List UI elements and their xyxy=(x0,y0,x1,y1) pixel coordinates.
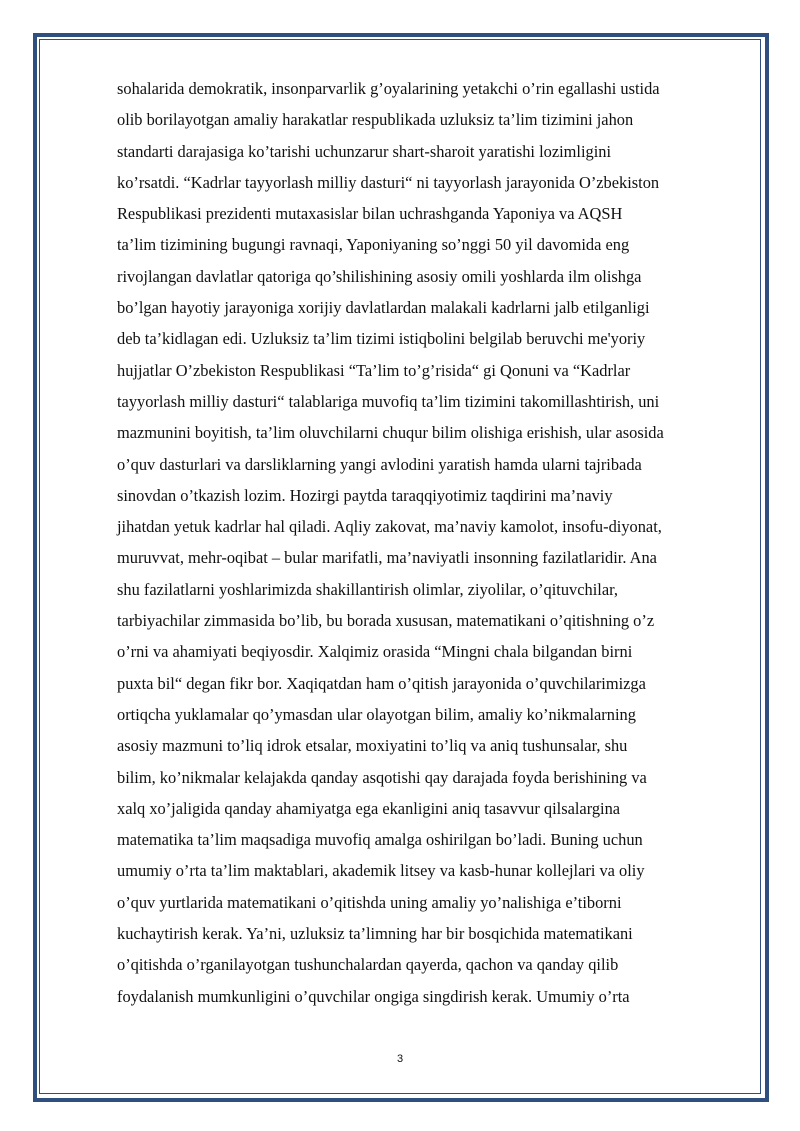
text-line: matematika ta’lim maqsadiga muvofiq amalga oshirilgan bo’ladi. Buning uchun xyxy=(117,830,643,850)
text-line: hujjatlar O’zbekiston Respublikasi “Ta’lim to’g’risida“ gi Qonuni va “Kadrlar xyxy=(117,360,631,380)
text-line: o’qitishda o’rganilayotgan tushunchalardan qayerda, qachon va qanday qilib xyxy=(117,955,619,975)
text-line: sinovdan o’tkazish lozim. Hozirgi paytda taraqqiyotimiz taqdirini ma’naviy xyxy=(117,485,613,505)
text-line: deb ta’kidlagan edi. Uzluksiz ta’lim tizimi istiqbolini belgilab beruvchi me'yoriy xyxy=(117,329,646,349)
text-line: bo’lgan hayotiy jarayoniga xorijiy davlatlardan malakali kadrlarni jalb etilganligi xyxy=(117,298,650,318)
text-line: bilim, ko’nikmalar kelajakda qanday asqotishi qay darajada foyda berishining va xyxy=(117,767,647,787)
text-line: olib borilayotgan amaliy harakatlar respublikada uzluksiz ta’lim tizimini jahon xyxy=(117,110,634,130)
text-line: tayyorlash milliy dasturi“ talablariga muvofiq ta’lim tizimini takomillashtirish, uni xyxy=(117,391,660,411)
text-line: asosiy mazmuni to’liq idrok etsalar, moxiyatini to’liq va aniq tushunsalar, shu xyxy=(117,736,628,756)
text-line: ko’rsatdi. “Kadrlar tayyorlash milliy dasturi“ ni tayyorlash jarayonida O’zbekiston xyxy=(117,172,660,192)
text-line: tarbiyachilar zimmasida bo’lib, bu borada xususan, matematikani o’qitishning o’z xyxy=(117,611,655,631)
body-text xyxy=(117,73,747,1012)
text-line: foydalanish mumkunligini o’quvchilar ongiga singdirish kerak. Umumiy o’rta xyxy=(117,986,630,1006)
text-line: muruvvat, mehr-oqibat – bular marifatli, ma’naviyatli insonning fazilatlaridir. Ana xyxy=(117,548,657,568)
text-line: mazmunini boyitish, ta’lim oluvchilarni chuqur bilim olishiga erishish, ular asosida xyxy=(117,423,664,443)
text-line: kuchaytirish kerak. Ya’ni, uzluksiz ta’limning har bir bosqichida matematikani xyxy=(117,924,633,944)
text-line: o’rni va ahamiyati beqiyosdir. Xalqimiz orasida “Mingni chala bilgandan birni xyxy=(117,642,633,662)
text-line: o’quv dasturlari va darsliklarning yangi avlodini yaratish hamda ularni tajribada xyxy=(117,454,642,474)
text-line: sohalarida demokratik, insonparvarlik g’oyalarining yetakchi o’rin egallashi ustida xyxy=(117,79,660,98)
text-line: ortiqcha yuklamalar qo’ymasdan ular olayotgan bilim, amaliy ko’nikmalarning xyxy=(117,704,636,724)
text-line: xalq xo’jaligida qanday ahamiyatga ega ekanligini aniq tasavvur qilsalargina xyxy=(117,798,621,818)
text-line: umumiy o’rta ta’lim maktablari, akademik litsey va kasb-hunar kollejlari va oliy xyxy=(117,861,645,881)
page-number: 3 xyxy=(396,1053,404,1065)
text-line: standarti darajasiga ko’tarishi uchunzarur shart-sharoit yaratishi lozimligini xyxy=(117,141,611,161)
text-line: rivojlangan davlatlar qatoriga qo’shilishining asosiy omili yoshlarda ilm olishga xyxy=(117,266,642,286)
text-line: jihatdan yetuk kadrlar hal qiladi. Aqliy zakovat, ma’naviy kamolot, insofu-diyonat, xyxy=(117,517,662,537)
text-line: o’quv yurtlarida matematikani o’qitishda uning amaliy yo’nalishiga e’tiborni xyxy=(117,892,622,912)
text-line: Respublikasi prezidenti mutaxasislar bilan uchrashganda Yaponiya va AQSH xyxy=(117,204,623,224)
text-line: shu fazilatlarni yoshlarimizda shakillantirish olimlar, ziyolilar, o’qituvchilar, xyxy=(117,579,618,599)
text-line: puxta bil“ degan fikr bor. Xaqiqatdan ham o’qitish jarayonida o’quvchilarimizga xyxy=(117,673,646,693)
text-line: ta’lim tizimining bugungi ravnaqi, Yaponiyaning so’nggi 50 yil davomida eng xyxy=(117,235,630,255)
